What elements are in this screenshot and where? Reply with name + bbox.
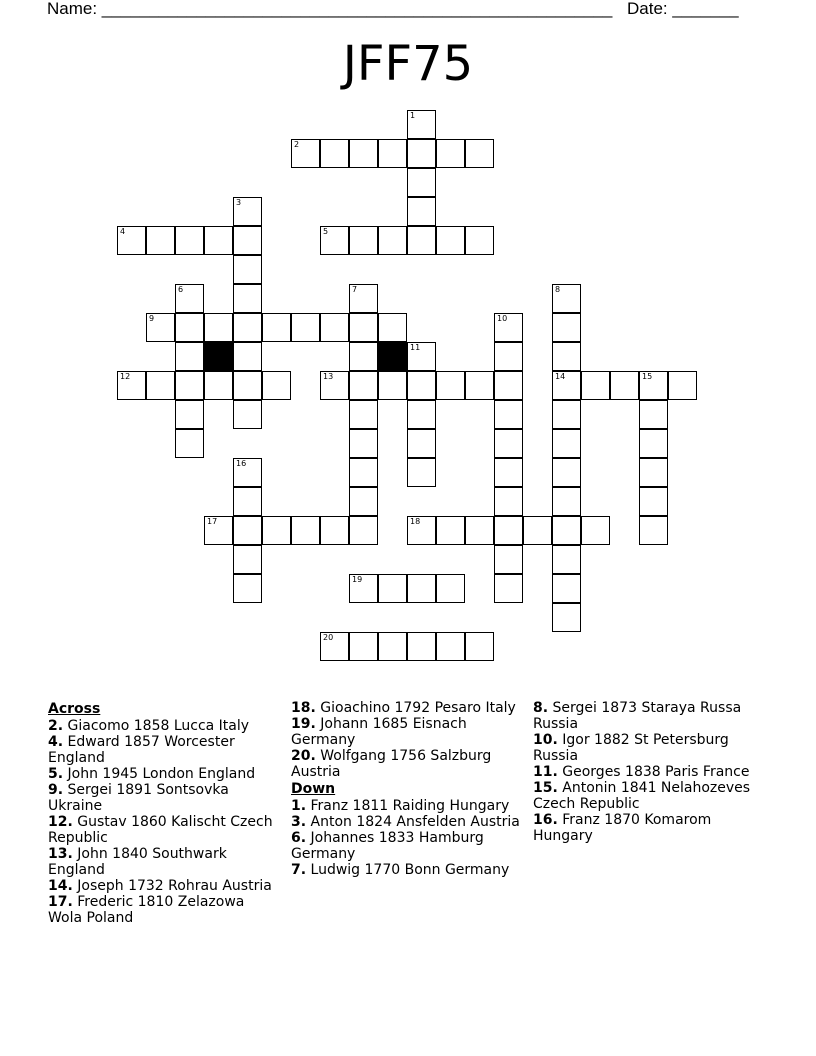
grid-cell[interactable] [581, 516, 610, 545]
cell-number: 17 [207, 517, 218, 526]
grid-cell[interactable] [407, 458, 436, 487]
grid-cell[interactable] [552, 487, 581, 516]
clue-column-2 [291, 700, 523, 878]
cell-number: 6 [178, 285, 184, 294]
grid-cell[interactable] [349, 342, 378, 371]
clue-item [291, 716, 523, 748]
clue-column-3 [533, 700, 773, 844]
grid-cell[interactable] [581, 371, 610, 400]
grid-cell[interactable] [233, 371, 262, 400]
grid-cell[interactable] [233, 342, 262, 371]
cell-number: 20 [323, 633, 334, 642]
grid-cell[interactable] [407, 516, 436, 545]
grid-cell[interactable] [175, 371, 204, 400]
grid-cell[interactable] [639, 400, 668, 429]
grid-cell[interactable] [494, 429, 523, 458]
grid-cell[interactable] [262, 371, 291, 400]
grid-cell[interactable] [552, 429, 581, 458]
grid-cell[interactable] [552, 284, 581, 313]
grid-cell[interactable] [233, 226, 262, 255]
grid-cell[interactable] [668, 371, 697, 400]
clue-item [291, 798, 523, 814]
grid-cell[interactable] [407, 168, 436, 197]
grid-cell[interactable] [552, 574, 581, 603]
cell-number: 12 [120, 372, 131, 381]
clue-item [48, 718, 280, 734]
clue-number: 17. [48, 894, 73, 910]
grid-cell[interactable] [262, 313, 291, 342]
clue-text: Frederic 1810 Zelazowa Wola Poland [48, 894, 245, 926]
grid-cell[interactable] [320, 371, 349, 400]
grid-cell[interactable] [494, 342, 523, 371]
clue-text: Johannes 1833 Hamburg Germany [291, 830, 484, 862]
grid-cell[interactable] [175, 342, 204, 371]
grid-cell[interactable] [320, 632, 349, 661]
grid-cell[interactable] [349, 487, 378, 516]
grid-cell[interactable] [639, 487, 668, 516]
clue-text: Franz 1811 Raiding Hungary [310, 798, 510, 814]
grid-cell[interactable] [378, 371, 407, 400]
grid-cell[interactable] [117, 226, 146, 255]
grid-cell[interactable] [465, 371, 494, 400]
grid-cell[interactable] [494, 400, 523, 429]
clue-item [48, 782, 280, 814]
cell-number: 10 [497, 314, 508, 323]
grid-cell[interactable] [552, 400, 581, 429]
clue-number: 3. [291, 814, 307, 830]
cell-number: 16 [236, 459, 247, 468]
cell-number: 18 [410, 517, 421, 526]
grid-cell[interactable] [320, 516, 349, 545]
grid-cell[interactable] [204, 226, 233, 255]
grid-cell[interactable] [523, 516, 552, 545]
clue-text: Johann 1685 Eisnach Germany [291, 716, 467, 748]
grid-cell[interactable] [407, 197, 436, 226]
grid-cell[interactable] [320, 313, 349, 342]
grid-cell[interactable] [552, 545, 581, 574]
clue-number: 2. [48, 718, 64, 734]
clue-section-heading: Down [291, 781, 336, 797]
clue-text: Wolfgang 1756 Salzburg Austria [291, 748, 492, 780]
grid-block-cell [204, 342, 233, 371]
grid-cell[interactable] [494, 313, 523, 342]
clue-number: 11. [533, 764, 558, 780]
grid-cell[interactable] [407, 400, 436, 429]
grid-cell[interactable] [436, 516, 465, 545]
grid-cell[interactable] [494, 487, 523, 516]
grid-cell[interactable] [349, 429, 378, 458]
clue-number: 4. [48, 734, 64, 750]
grid-cell[interactable] [436, 371, 465, 400]
grid-cell[interactable] [552, 603, 581, 632]
grid-cell[interactable] [552, 342, 581, 371]
cell-number: 13 [323, 372, 334, 381]
clue-text: Sergei 1891 Sontsovka Ukraine [48, 782, 229, 814]
grid-cell[interactable] [117, 371, 146, 400]
grid-cell[interactable] [407, 110, 436, 139]
clue-item [48, 766, 280, 782]
grid-cell[interactable] [378, 574, 407, 603]
grid-cell[interactable] [175, 429, 204, 458]
grid-cell[interactable] [233, 487, 262, 516]
grid-cell[interactable] [494, 545, 523, 574]
grid-cell[interactable] [436, 632, 465, 661]
grid-cell[interactable] [494, 574, 523, 603]
clue-item [291, 748, 523, 780]
clue-number: 6. [291, 830, 307, 846]
grid-cell[interactable] [407, 342, 436, 371]
clue-text: Gustav 1860 Kalischt Czech Republic [48, 814, 273, 846]
clue-number: 13. [48, 846, 73, 862]
cell-number: 3 [236, 198, 242, 207]
clue-text: John 1945 London England [67, 766, 256, 782]
grid-cell[interactable] [291, 139, 320, 168]
puzzle-title: JFF75 [342, 36, 474, 92]
clue-number: 8. [533, 700, 549, 716]
grid-cell[interactable] [494, 371, 523, 400]
clue-item [291, 814, 523, 830]
grid-cell[interactable] [639, 516, 668, 545]
grid-cell[interactable] [349, 313, 378, 342]
cell-number: 8 [555, 285, 561, 294]
grid-cell[interactable] [639, 458, 668, 487]
grid-cell[interactable] [349, 516, 378, 545]
cell-number: 15 [642, 372, 653, 381]
clue-number: 16. [533, 812, 558, 828]
grid-cell[interactable] [378, 632, 407, 661]
grid-cell[interactable] [233, 516, 262, 545]
grid-cell[interactable] [378, 139, 407, 168]
grid-cell[interactable] [349, 226, 378, 255]
grid-cell[interactable] [262, 516, 291, 545]
clue-number: 20. [291, 748, 316, 764]
grid-cell[interactable] [436, 226, 465, 255]
grid-cell[interactable] [146, 371, 175, 400]
grid-block-cell [378, 342, 407, 371]
clue-number: 12. [48, 814, 73, 830]
grid-cell[interactable] [494, 458, 523, 487]
clue-number: 14. [48, 878, 73, 894]
clue-text: Edward 1857 Worcester England [48, 734, 235, 766]
grid-cell[interactable] [146, 226, 175, 255]
grid-cell[interactable] [465, 139, 494, 168]
clue-item [48, 814, 280, 846]
grid-cell[interactable] [465, 632, 494, 661]
grid-cell[interactable] [233, 400, 262, 429]
grid-cell[interactable] [233, 458, 262, 487]
clue-item [533, 764, 773, 780]
grid-cell[interactable] [407, 429, 436, 458]
clue-item [533, 812, 773, 844]
grid-cell[interactable] [175, 226, 204, 255]
clue-number: 19. [291, 716, 316, 732]
clue-number: 7. [291, 862, 307, 878]
grid-cell[interactable] [320, 139, 349, 168]
grid-cell[interactable] [204, 516, 233, 545]
grid-cell[interactable] [552, 313, 581, 342]
grid-cell[interactable] [233, 197, 262, 226]
grid-cell[interactable] [465, 516, 494, 545]
grid-cell[interactable] [233, 313, 262, 342]
cell-number: 19 [352, 575, 363, 584]
clue-item [291, 830, 523, 862]
clue-item [533, 732, 773, 764]
clue-item [48, 734, 280, 766]
grid-cell[interactable] [233, 545, 262, 574]
clue-item [533, 780, 773, 812]
grid-cell[interactable] [233, 255, 262, 284]
grid-cell[interactable] [552, 371, 581, 400]
grid-cell[interactable] [465, 226, 494, 255]
clue-item [48, 894, 280, 926]
grid-cell[interactable] [175, 313, 204, 342]
grid-cell[interactable] [233, 574, 262, 603]
clue-text: Ludwig 1770 Bonn Germany [310, 862, 510, 878]
grid-cell[interactable] [407, 371, 436, 400]
cell-number: 7 [352, 285, 358, 294]
grid-cell[interactable] [349, 632, 378, 661]
clue-section-heading: Across [48, 701, 101, 717]
clue-text: Franz 1870 Komarom Hungary [533, 812, 712, 844]
grid-cell[interactable] [349, 458, 378, 487]
grid-cell[interactable] [639, 429, 668, 458]
clue-item [291, 862, 523, 878]
grid-cell[interactable] [494, 516, 523, 545]
clue-item [533, 700, 773, 732]
grid-cell[interactable] [349, 400, 378, 429]
clue-number: 10. [533, 732, 558, 748]
clue-text: Georges 1838 Paris France [562, 764, 750, 780]
grid-cell[interactable] [407, 139, 436, 168]
cell-number: 11 [410, 343, 421, 352]
clue-number: 15. [533, 780, 558, 796]
date-field-label: Date: _______ [627, 0, 739, 18]
name-field-label: Name: ______________________________________________________ [47, 0, 613, 18]
clue-item [48, 846, 280, 878]
clue-text: Joseph 1732 Rohrau Austria [77, 878, 272, 894]
clue-number: 1. [291, 798, 307, 814]
grid-cell[interactable] [349, 371, 378, 400]
grid-cell[interactable] [407, 226, 436, 255]
grid-cell[interactable] [146, 313, 175, 342]
grid-cell[interactable] [436, 139, 465, 168]
clue-number: 5. [48, 766, 64, 782]
grid-cell[interactable] [639, 371, 668, 400]
clue-text: Anton 1824 Ansfelden Austria [310, 814, 520, 830]
grid-cell[interactable] [291, 516, 320, 545]
grid-cell[interactable] [175, 400, 204, 429]
grid-cell[interactable] [378, 313, 407, 342]
clue-number: 18. [291, 700, 316, 716]
clue-text: John 1840 Southwark England [48, 846, 227, 878]
grid-cell[interactable] [610, 371, 639, 400]
clue-number: 9. [48, 782, 64, 798]
grid-cell[interactable] [349, 284, 378, 313]
clue-text: Giacomo 1858 Lucca Italy [67, 718, 250, 734]
grid-cell[interactable] [291, 313, 320, 342]
grid-cell[interactable] [349, 139, 378, 168]
cell-number: 4 [120, 227, 126, 236]
clue-text: Sergei 1873 Staraya Russa Russia [533, 700, 742, 732]
clue-text: Gioachino 1792 Pesaro Italy [320, 700, 516, 716]
grid-cell[interactable] [233, 284, 262, 313]
grid-cell[interactable] [378, 226, 407, 255]
clue-text: Antonin 1841 Nelahozeves Czech Republic [533, 780, 751, 812]
grid-cell[interactable] [349, 574, 378, 603]
cell-number: 14 [555, 372, 566, 381]
clue-item [48, 878, 280, 894]
clue-item [291, 700, 523, 716]
grid-cell[interactable] [320, 226, 349, 255]
grid-cell[interactable] [175, 284, 204, 313]
clue-column-1 [48, 700, 280, 926]
cell-number: 9 [149, 314, 155, 323]
cell-number: 1 [410, 111, 416, 120]
cell-number: 2 [294, 140, 300, 149]
grid-cell[interactable] [407, 632, 436, 661]
grid-cell[interactable] [204, 371, 233, 400]
grid-cell[interactable] [407, 574, 436, 603]
grid-cell[interactable] [552, 516, 581, 545]
grid-cell[interactable] [552, 458, 581, 487]
grid-cell[interactable] [204, 313, 233, 342]
clue-text: Igor 1882 St Petersburg Russia [533, 732, 729, 764]
cell-number: 5 [323, 227, 329, 236]
grid-cell[interactable] [436, 574, 465, 603]
